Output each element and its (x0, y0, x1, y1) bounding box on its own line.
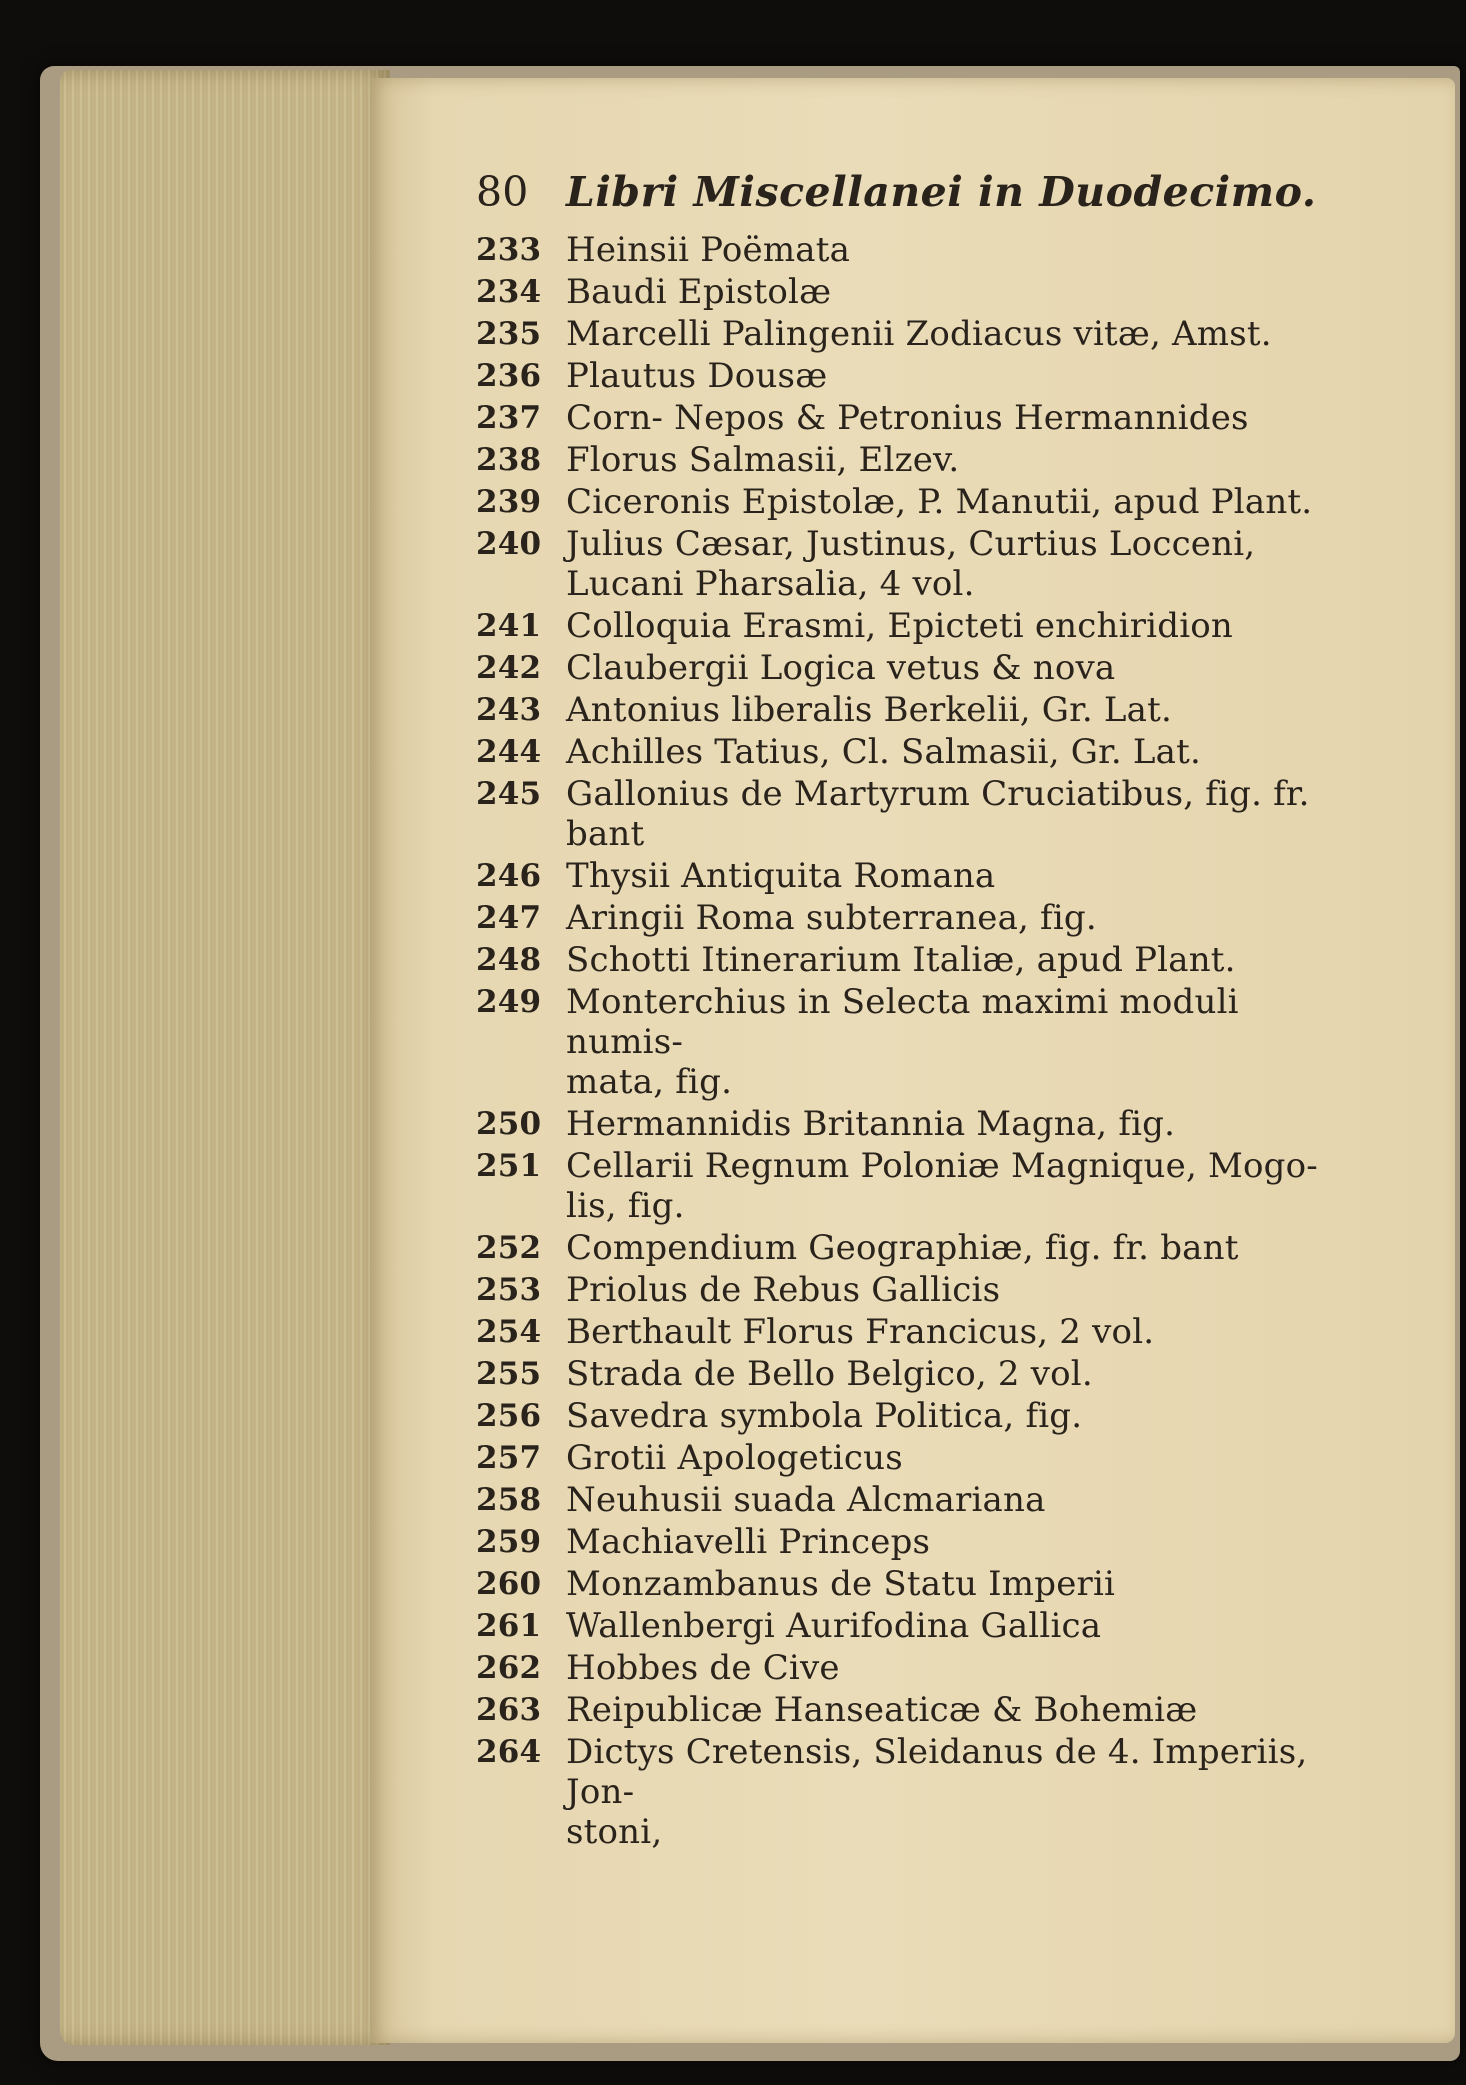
entry-line: Cellarii Regnum Poloniæ Magnique, Mogo- (566, 1146, 1318, 1186)
entry-line: Neuhusii suada Alcmariana (566, 1480, 1046, 1520)
entry-number: 256 (476, 1398, 542, 1434)
page-edges (60, 70, 390, 2045)
entry-title (566, 856, 1356, 896)
catalogue-text (476, 168, 1356, 1854)
list-item (476, 774, 1356, 854)
page-header (476, 168, 1356, 230)
list-item (476, 982, 1356, 1102)
entry-title (566, 732, 1356, 772)
entry-title (566, 1228, 1356, 1268)
entry-line: Grotii Apologeticus (566, 1438, 903, 1478)
entry-number: 258 (476, 1482, 542, 1518)
list-item (476, 732, 1356, 772)
entry-number: 253 (476, 1272, 542, 1308)
entry-number: 244 (476, 734, 542, 770)
list-item (476, 1104, 1356, 1144)
list-item (476, 1648, 1356, 1688)
list-item (476, 1354, 1356, 1394)
entry-line: Reipublicæ Hanseaticæ & Bohemiæ (566, 1690, 1198, 1730)
entry-line: Achilles Tatius, Cl. Salmasii, Gr. Lat. (566, 732, 1201, 772)
entry-title (566, 1396, 1356, 1436)
list-item (476, 1606, 1356, 1646)
entry-title (566, 1146, 1356, 1226)
entry-number: 238 (476, 442, 542, 478)
entry-line: Savedra symbola Politica, fig. (566, 1396, 1083, 1436)
list-item (476, 898, 1356, 938)
list-item (476, 230, 1356, 270)
entry-line: Priolus de Rebus Gallicis (566, 1270, 1001, 1310)
entry-number: 259 (476, 1524, 542, 1560)
entry-list (476, 230, 1356, 1852)
entry-line: Wallenbergi Aurifodina Gallica (566, 1606, 1102, 1646)
list-item (476, 1270, 1356, 1310)
page-number: 80 (476, 168, 529, 216)
entry-number: 254 (476, 1314, 542, 1350)
entry-title (566, 314, 1356, 354)
entry-title (566, 1564, 1356, 1604)
list-item (476, 272, 1356, 312)
entry-number: 233 (476, 232, 542, 268)
entry-line: Ciceronis Epistolæ, P. Manutii, apud Plant. (566, 482, 1313, 522)
entry-title (566, 398, 1356, 438)
list-item (476, 1396, 1356, 1436)
entry-number: 246 (476, 858, 542, 894)
list-item (476, 606, 1356, 646)
entry-line: Marcelli Palingenii Zodiacus vitæ, Amst. (566, 314, 1272, 354)
entry-number: 243 (476, 692, 542, 728)
entry-title (566, 1354, 1356, 1394)
entry-line: Claubergii Logica vetus & nova (566, 648, 1116, 688)
entry-line: Berthault Florus Francicus, 2 vol. (566, 1312, 1155, 1352)
entry-line: Machiavelli Princeps (566, 1522, 931, 1562)
entry-line: lis, fig. (566, 1186, 685, 1226)
entry-title (566, 1480, 1356, 1520)
entry-title (566, 940, 1356, 980)
entry-number: 248 (476, 942, 542, 978)
entry-number: 260 (476, 1566, 542, 1602)
entry-line: Compendium Geographiæ, fig. fr. bant (566, 1228, 1239, 1268)
entry-line: Antonius liberalis Berkelii, Gr. Lat. (566, 690, 1173, 730)
entry-line: Monterchius in Selecta maximi moduli numis- (566, 982, 1239, 1062)
list-item (476, 1480, 1356, 1520)
running-head: Libri Miscellanei in Duodecimo. (566, 168, 1317, 216)
list-item (476, 1732, 1356, 1852)
entry-title (566, 356, 1356, 396)
entry-line: Strada de Bello Belgico, 2 vol. (566, 1354, 1093, 1394)
entry-line: Thysii Antiquita Romana (566, 856, 996, 896)
entry-number: 262 (476, 1650, 542, 1686)
entry-number: 252 (476, 1230, 542, 1266)
entry-line: Corn- Nepos & Petronius Hermannides (566, 398, 1249, 438)
entry-title (566, 982, 1356, 1102)
list-item (476, 1690, 1356, 1730)
entry-line: Baudi Epistolæ (566, 272, 832, 312)
entry-title (566, 272, 1356, 312)
list-item (476, 1522, 1356, 1562)
entry-title (566, 1270, 1356, 1310)
entry-title (566, 1312, 1356, 1352)
entry-number: 236 (476, 358, 542, 394)
entry-line: Lucani Pharsalia, 4 vol. (566, 564, 975, 604)
entry-line: Plautus Dousæ (566, 356, 828, 396)
list-item (476, 690, 1356, 730)
list-item (476, 1146, 1356, 1226)
entry-title (566, 1522, 1356, 1562)
entry-title (566, 1690, 1356, 1730)
entry-number: 263 (476, 1692, 542, 1728)
list-item (476, 356, 1356, 396)
list-item (476, 1564, 1356, 1604)
list-item (476, 314, 1356, 354)
entry-title (566, 774, 1356, 854)
entry-title (566, 1606, 1356, 1646)
entry-number: 251 (476, 1148, 542, 1184)
list-item (476, 1312, 1356, 1352)
entry-line: Dictys Cretensis, Sleidanus de 4. Imperiis, Jon- (566, 1732, 1308, 1812)
list-item (476, 1438, 1356, 1478)
entry-title (566, 898, 1356, 938)
entry-title (566, 606, 1356, 646)
entry-title (566, 440, 1356, 480)
entry-number: 255 (476, 1356, 542, 1392)
entry-number: 234 (476, 274, 542, 310)
entry-number: 239 (476, 484, 542, 520)
entry-number: 245 (476, 776, 542, 812)
entry-number: 247 (476, 900, 542, 936)
entry-title (566, 1438, 1356, 1478)
list-item (476, 524, 1356, 604)
entry-line: mata, fig. (566, 1062, 733, 1102)
entry-number: 250 (476, 1106, 542, 1142)
entry-title (566, 1732, 1356, 1852)
entry-title (566, 482, 1356, 522)
list-item (476, 398, 1356, 438)
list-item (476, 440, 1356, 480)
entry-title (566, 1104, 1356, 1144)
entry-line: Julius Cæsar, Justinus, Curtius Locceni, (566, 524, 1256, 564)
entry-line: Gallonius de Martyrum Cruciatibus, fig. fr. (566, 774, 1310, 814)
entry-line: Heinsii Poëmata (566, 230, 851, 270)
entry-line: Schotti Itinerarium Italiæ, apud Plant. (566, 940, 1236, 980)
entry-number: 235 (476, 316, 542, 352)
entry-title (566, 230, 1356, 270)
entry-number: 237 (476, 400, 542, 436)
entry-title (566, 524, 1356, 604)
list-item (476, 940, 1356, 980)
entry-number: 249 (476, 984, 542, 1020)
entry-number: 241 (476, 608, 542, 644)
entry-number: 264 (476, 1734, 542, 1770)
entry-number: 242 (476, 650, 542, 686)
list-item (476, 482, 1356, 522)
entry-line: bant (566, 814, 645, 854)
list-item (476, 856, 1356, 896)
entry-number: 240 (476, 526, 542, 562)
entry-title (566, 648, 1356, 688)
entry-line: Colloquia Erasmi, Epicteti enchiridion (566, 606, 1234, 646)
entry-number: 257 (476, 1440, 542, 1476)
entry-line: Hobbes de Cive (566, 1648, 840, 1688)
entry-title (566, 1648, 1356, 1688)
list-item (476, 1228, 1356, 1268)
entry-line: Florus Salmasii, Elzev. (566, 440, 960, 480)
entry-line: Aringii Roma subterranea, fig. (566, 898, 1097, 938)
entry-title (566, 690, 1356, 730)
entry-line: Hermannidis Britannia Magna, fig. (566, 1104, 1176, 1144)
entry-number: 261 (476, 1608, 542, 1644)
entry-line: stoni, (566, 1812, 663, 1852)
list-item (476, 648, 1356, 688)
entry-line: Monzambanus de Statu Imperii (566, 1564, 1116, 1604)
